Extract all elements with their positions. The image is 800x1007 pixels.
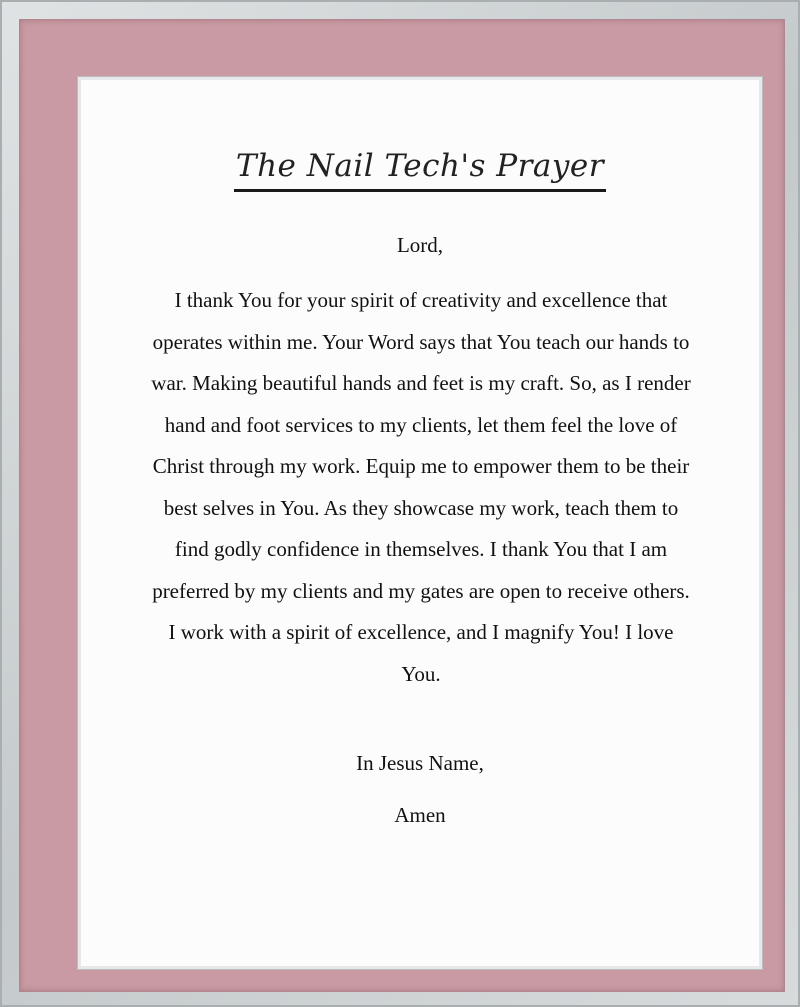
- prayer-amen: Amen: [394, 803, 446, 827]
- prayer-closing: In Jesus Name,: [356, 751, 484, 775]
- prayer-paper: [78, 77, 762, 969]
- title-container: [81, 150, 759, 192]
- prayer-salutation: Lord,: [396, 233, 444, 257]
- prayer-body: I thank You for your spirit of creativity and excellence that operates within me. Your Word says that You teach our hands to war. Making beautiful hands and feet is my craft. So, as I render hand and foot services to my clients, let them feel the love of Christ through my work. Equip me to empower them to be their best selves in You. As they showcase my work, teach them to find godly confidence in themselves. I thank You that I am preferred by my clients and my gates are open to receive others. I work with a spirit of excellence, and I magnify You! I love You.: [151, 288, 691, 686]
- pink-mat: [19, 19, 785, 992]
- prayer-title: The Nail Tech's Prayer: [234, 150, 606, 192]
